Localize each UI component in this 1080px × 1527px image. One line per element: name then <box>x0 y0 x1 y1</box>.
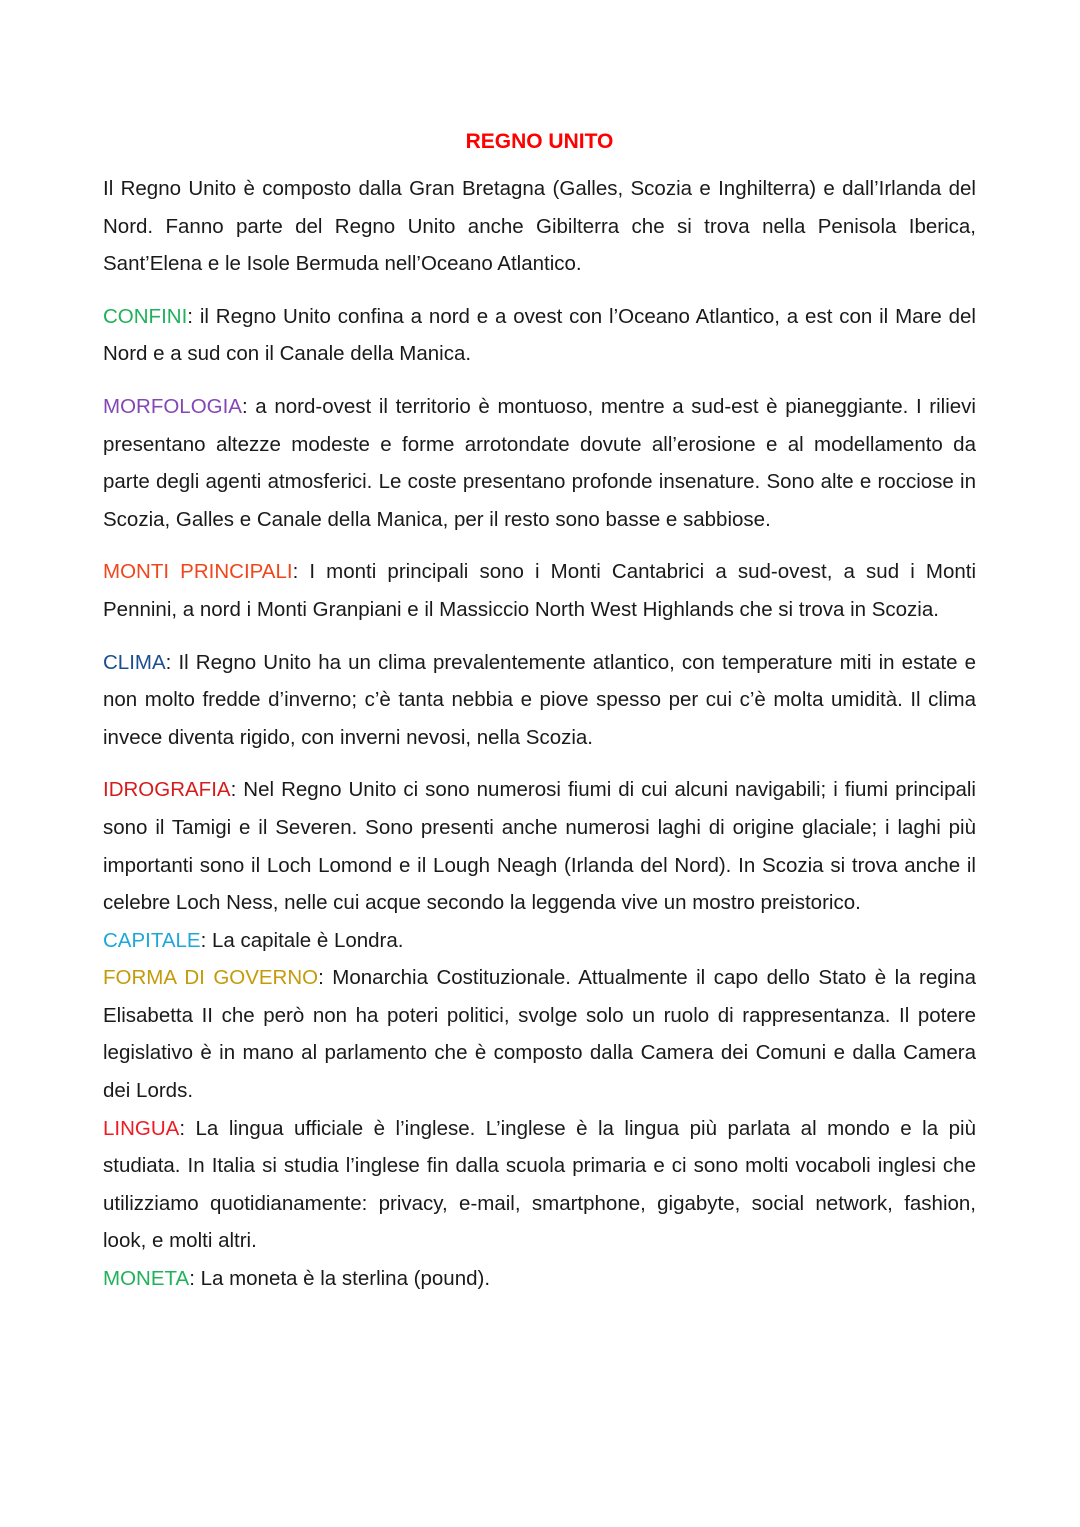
clima-paragraph <box>103 644 976 757</box>
confini-text: : il Regno Unito confina a nord e a ovest con l’Oceano Atlantico, a est con il Mare del Nord e a sud con il Canale della Manica. <box>103 304 976 366</box>
morfologia-text: : a nord-ovest il territorio è montuoso, mentre a sud-est è pianeggiante. I rilievi presentano altezze modeste e forme arrotondate dovute all’erosione e al modellamento da parte degli agenti atmosferici. Le coste presentano profonde insenature. Sono alte e rocciose in Scozia, Galles e Canale della Manica, per il resto sono basse e sabbiose. <box>103 394 976 531</box>
moneta-text: : La moneta è la sterlina (pound). <box>189 1267 491 1291</box>
lingua-paragraph <box>103 1110 976 1260</box>
moneta-paragraph <box>103 1260 976 1298</box>
lingua-label: LINGUA <box>103 1116 180 1140</box>
confini-paragraph <box>103 298 976 373</box>
capitale-paragraph <box>103 922 976 960</box>
confini-label: CONFINI <box>103 304 188 328</box>
clima-label: CLIMA <box>103 650 166 674</box>
monti-text: : I monti principali sono i Monti Cantabrici a sud-ovest, a sud i Monti Pennini, a nord i Monti Granpiani e il Massiccio North West Highlands che si trova in Scozia. <box>103 560 977 621</box>
capitale-label: CAPITALE <box>103 928 201 952</box>
forma-label: FORMA DI GOVERNO <box>103 966 319 990</box>
monti-paragraph <box>103 553 976 628</box>
monti-label: MONTI PRINCIPALI <box>103 560 293 584</box>
morfologia-label: MORFOLOGIA <box>103 394 242 418</box>
intro-paragraph: Il Regno Unito è composto dalla Gran Bretagna (Galles, Scozia e Inghilterra) e dall’Irlanda del Nord. Fanno parte del Regno Unito anche Gibilterra che si trova nella Penisola Iberica, Sant’Elena e le Isole Bermuda nell’Oceano Atlantico. <box>103 177 976 276</box>
forma-text: : Monarchia Costituzionale. Attualmente il capo dello Stato è la regina Elisabetta II che però non ha poteri politici, svolge solo un ruolo di rappresentanza. Il potere legislativo è in mano al parlamento che è composto dalla Camera dei Comuni e dalla Camera dei Lords. <box>103 966 976 1103</box>
idrografia-label: IDROGRAFIA <box>103 778 231 802</box>
clima-text: : Il Regno Unito ha un clima prevalentemente atlantico, con temperature miti in estate e non molto fredde d’inverno; c’è tanta nebbia e piove spesso per cui c’è molta umidità. Il clima invece diventa rigido, con inverni nevosi, nella Scozia. <box>103 650 976 749</box>
page-title: REGNO UNITO <box>465 130 614 153</box>
capitale-text: : La capitale è Londra. <box>200 928 404 952</box>
moneta-label: MONETA <box>103 1267 190 1291</box>
idrografia-paragraph <box>103 771 976 921</box>
lingua-text: : La lingua ufficiale è l’inglese. L’inglese è la lingua più parlata al mondo e la più studiata. In Italia si studia l’inglese fin dalla scuola primaria e ci sono molti vocaboli inglesi che utilizziamo quotidianamente: privacy, e-mail, smartphone, gigabyte, social network, fashion, look, e molti altri. <box>103 1116 976 1253</box>
idrografia-text: : Nel Regno Unito ci sono numerosi fiumi di cui alcuni navigabili; i fiumi principali sono il Tamigi e il Severen. Sono presenti anche numerosi laghi di origine glaciale; i laghi più importanti sono il Loch Lomond e il Lough Neagh (Irlanda del Nord). In Scozia si trova anche il celebre Loch Ness, nelle cui acque secondo la leggenda vive un mostro preistorico. <box>103 778 976 915</box>
morfologia-paragraph <box>103 388 976 538</box>
forma-paragraph <box>103 959 976 1109</box>
